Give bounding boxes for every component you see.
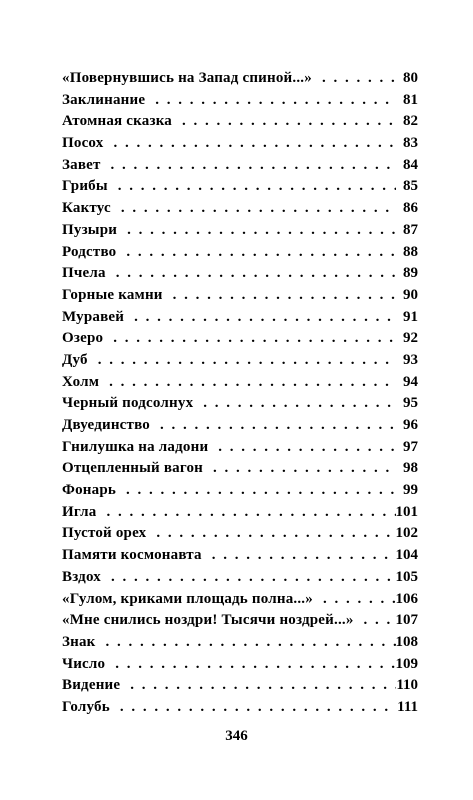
- toc-entry-title: Дуб: [62, 351, 88, 368]
- toc-entry-title: Число: [62, 655, 106, 672]
- toc-entry-page: 86: [403, 200, 418, 217]
- toc-entry-page: 80: [403, 70, 418, 86]
- toc-entry-title: Отцепленный вагон: [62, 460, 204, 477]
- toc-entry-page: 111: [397, 698, 418, 715]
- toc-entry-page: 81: [403, 91, 418, 108]
- dot-leader: [99, 372, 396, 394]
- toc-entry: [62, 523, 418, 545]
- toc-entry: [62, 697, 418, 719]
- toc-entry: [62, 307, 418, 329]
- dot-leader: [103, 133, 396, 155]
- dot-leader: [203, 458, 396, 480]
- toc-entry-page: 98: [403, 460, 418, 477]
- toc-entry-page: 88: [403, 243, 418, 260]
- toc-entry-page: 84: [403, 156, 418, 173]
- dot-leader: [208, 437, 396, 459]
- toc-entry: [62, 654, 418, 676]
- toc-entry: [62, 198, 418, 220]
- toc-entry: [62, 567, 418, 589]
- dot-leader: [116, 242, 396, 264]
- toc-entry-title: Грибы: [62, 178, 108, 195]
- toc-entry-title: Пузыри: [62, 221, 118, 238]
- toc-entry: [62, 675, 418, 697]
- dot-leader: [146, 523, 395, 545]
- toc-entry-page: 104: [395, 547, 418, 564]
- toc-entry: [62, 458, 418, 480]
- toc-entry-title: Пустой орех: [62, 525, 147, 542]
- dot-leader: [163, 285, 396, 307]
- toc-entry-page: 94: [403, 373, 418, 390]
- toc-entry-page: 91: [403, 308, 418, 325]
- dot-leader: [150, 415, 396, 437]
- dot-leader: [313, 589, 396, 611]
- toc-entry: [62, 480, 418, 502]
- toc-entry-page: 90: [403, 286, 418, 303]
- toc-entry-page: 89: [403, 265, 418, 282]
- dot-leader: [103, 328, 396, 350]
- toc-entry: [62, 242, 418, 264]
- dot-leader: [193, 393, 396, 415]
- dot-leader: [354, 610, 396, 632]
- dot-leader: [120, 675, 396, 697]
- toc-entry: [62, 372, 418, 394]
- toc-entry-page: 107: [395, 612, 418, 629]
- toc-entry-page: 92: [403, 330, 418, 347]
- toc-entry: [62, 350, 418, 372]
- toc-entry-page: 108: [395, 633, 418, 650]
- toc-entry: [62, 610, 418, 632]
- toc-entry-page: 106: [395, 590, 418, 607]
- toc-entry: [62, 155, 418, 177]
- dot-leader: [312, 68, 396, 90]
- toc-entry-title: Гнилушка на ладони: [62, 438, 209, 455]
- toc-entry-title: «Повернувшись на Запад спиной...»: [62, 70, 312, 86]
- toc-entry: [62, 111, 418, 133]
- toc-entry-title: «Мне снились ноздри! Тысячи ноздрей...»: [62, 612, 354, 629]
- dot-leader: [105, 654, 395, 676]
- toc-entry: [62, 90, 418, 112]
- toc-entry-title: Посох: [62, 135, 104, 152]
- toc-entry-title: Черный подсолнух: [62, 395, 194, 412]
- dot-leader: [202, 545, 396, 567]
- toc-entry-page: 95: [403, 395, 418, 412]
- toc-entry-title: Памяти космонавта: [62, 547, 202, 564]
- dot-leader: [116, 480, 396, 502]
- dot-leader: [108, 176, 396, 198]
- toc-entry-page: 96: [403, 417, 418, 433]
- dot-leader: [124, 307, 396, 329]
- toc-entry-title: Холм: [62, 373, 100, 390]
- dot-leader: [111, 198, 396, 220]
- toc-entry-page: 97: [403, 438, 418, 455]
- toc-entry: [62, 328, 418, 350]
- toc-entry-title: Знак: [62, 633, 96, 650]
- dot-leader: [172, 111, 396, 133]
- toc-entry-page: 99: [403, 482, 418, 499]
- toc-entry-page: 110: [396, 677, 418, 694]
- toc-entry: [62, 632, 418, 654]
- toc-entry-page: 102: [395, 525, 418, 542]
- toc-entry: [62, 133, 418, 155]
- toc-entry-title: Кактус: [62, 200, 111, 217]
- toc-entry: [62, 545, 418, 567]
- toc-entry-title: Атомная сказка: [62, 113, 173, 130]
- toc-entry-page: 83: [403, 135, 418, 152]
- toc-entry-title: Игла: [62, 503, 97, 520]
- dot-leader: [110, 697, 396, 719]
- toc-entry-title: Двуединство: [62, 417, 151, 433]
- toc-entry-page: 109: [395, 655, 418, 672]
- dot-leader: [96, 502, 395, 524]
- toc-entry-page: 93: [403, 351, 418, 368]
- toc-entry-title: «Гулом, криками площадь полна...»: [62, 590, 313, 607]
- dot-leader: [145, 90, 396, 112]
- toc-entry: [62, 263, 418, 285]
- toc-entry: [62, 285, 418, 307]
- page-number: 346: [225, 728, 248, 744]
- dot-leader: [96, 632, 396, 654]
- toc-entry: [62, 502, 418, 524]
- toc-entry-title: Завет: [62, 156, 101, 173]
- toc-entry-page: 85: [403, 178, 418, 195]
- toc-entry: [62, 393, 418, 415]
- toc-entry-title: Озеро: [62, 330, 104, 347]
- toc-entry: [62, 589, 418, 611]
- toc-entry-page: 82: [403, 113, 418, 130]
- toc-entry-page: 101: [395, 503, 418, 520]
- toc-entry-page: 105: [395, 568, 418, 585]
- toc-entry-title: Голубь: [62, 698, 110, 715]
- dot-leader: [88, 350, 396, 372]
- toc-entry-title: Муравей: [62, 308, 125, 325]
- toc-entry: [62, 415, 418, 437]
- toc-entry-title: Вздох: [62, 568, 101, 585]
- toc-entry-title: Видение: [62, 677, 121, 694]
- table-of-contents: [62, 68, 418, 719]
- toc-entry-title: Пчела: [62, 265, 106, 282]
- toc-entry-title: Горные камни: [62, 286, 163, 303]
- dot-leader: [101, 567, 396, 589]
- dot-leader: [117, 220, 396, 242]
- toc-entry-title: Родство: [62, 243, 117, 260]
- dot-leader: [106, 263, 396, 285]
- toc-entry: [62, 176, 418, 198]
- dot-leader: [101, 155, 396, 177]
- toc-entry-page: 87: [403, 221, 418, 238]
- toc-entry-title: Фонарь: [62, 482, 117, 499]
- toc-entry: [62, 437, 418, 459]
- toc-entry-title: Заклинание: [62, 91, 146, 108]
- toc-entry: [62, 68, 418, 90]
- toc-entry: [62, 220, 418, 242]
